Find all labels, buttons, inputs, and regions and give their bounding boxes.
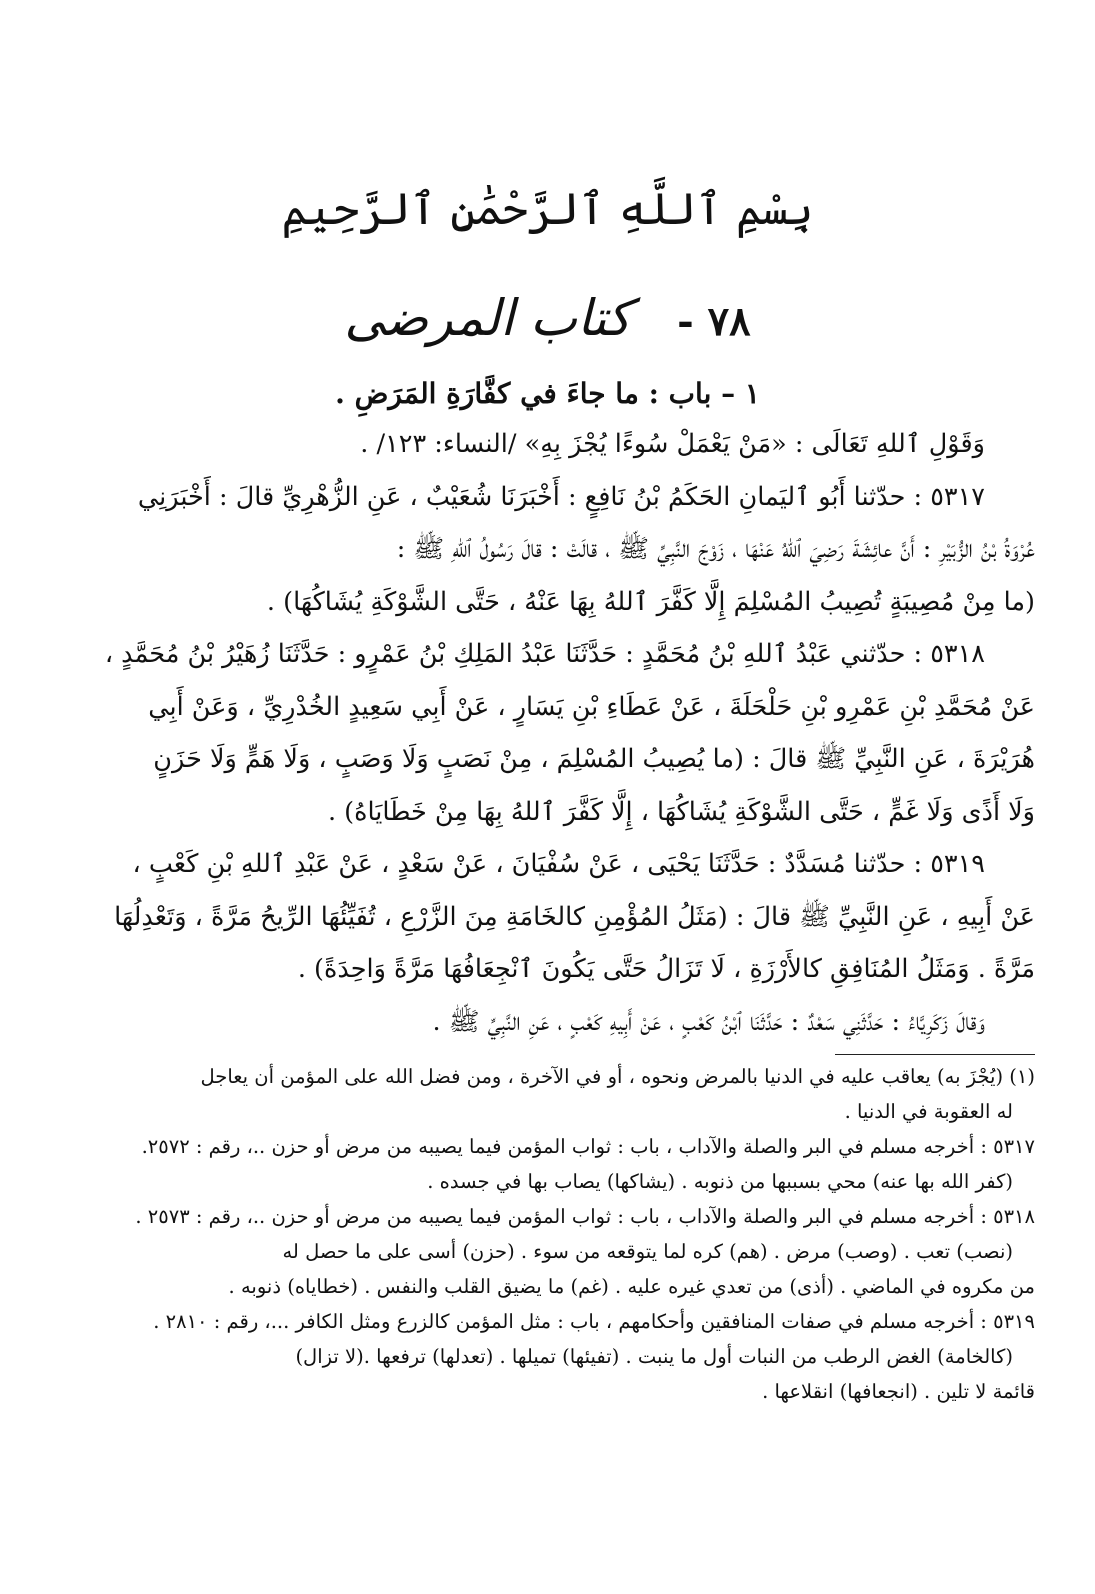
text-line: ٥٣١٩ : حدّثنا مُسَدَّدٌ : حَدَّثَنَا يَحْيَى ، عَنْ سُفْيَانَ ، عَنْ سَعْدٍ ، عَنْ عَبْدِ ٱللهِ بْنِ كَعْبٍ ، [132,849,985,879]
footnote-line: قائمة لا تلين . (انجعافها) انقلاعها . [762,1380,1035,1403]
text-line: عَنْ مُحَمَّدِ بْنِ عَمْرِو بْنِ حَلْحَلَةَ ، عَنْ عَطَاءِ بْنِ يَسَارٍ ، عَنْ أَبِي سَعِيدٍ الخُدْرِيِّ ، وَعَنْ أَبِي [148,691,1035,722]
text-line: وَلَا أَذًى وَلَا غَمٍّ ، حَتَّى الشَّوْكَةِ يُشَاكُهَا ، إِلَّا كَفَّرَ ٱللهُ بِهَا مِنْ خَطَايَاهُ) . [327,796,1035,827]
text-line: (ما مِنْ مُصِيبَةٍ تُصِيبُ المُسْلِمَ إِلَّا كَفَّرَ ٱللهُ بِهَا عَنْهُ ، حَتَّى الشَّوْكَةِ يُشَاكُهَا) . [266,586,1035,617]
text-line: ٥٣١٧ : حدّثنا أَبُو ٱليَمانِ الحَكَمُ بْنُ نَافِعٍ : أَخْبَرَنَا شُعَيْبٌ ، عَنِ الزُّهْرِيِّ قالَ : أَخْبَرَنِي [137,481,985,512]
text-line: وَقَوْلِ ٱللهِ تَعَالَى : «مَنْ يَعْمَلْ سُوءًا يُجْزَ بِهِ» /النساء: ١٢٣/ . [360,429,985,459]
text-line: مَرَّةً . وَمَثَلُ المُنَافِقِ كالأَرْزَةِ ، لَا تَزَالُ حَتَّى يَكُونَ ٱنْجِعَافُهَا مَرَّةً وَاحِدَةً) . [297,954,1035,984]
footnote-divider [835,1054,1035,1055]
footnote-line: (١) (يُجْزَ به) يعاقب عليه في الدنيا بالمرض ونحوه ، أو في الآخرة ، ومن فضل الله على المؤمن أن يعاجل [200,1065,1035,1088]
footnote-line: (نصب) تعب . (وصب) مرض . (هم) كره لما يتوقعه من سوء . (حزن) أسى على ما حصل له [282,1240,1013,1263]
text-line: وَقالَ زَكَرِيَّاءُ : حَدَّثَنِي سَعْدٌ : حَدَّثَنَا ٱبْنُ كَعْبٍ ، عَنْ أَبِيهِ كَعْبٍ ، عَنِ النَّبِيِّ ﷺ . [432,1006,985,1037]
footnotes [60,1059,1035,1409]
text-line: هُرَيْرَةَ ، عَنِ النَّبِيِّ ﷺ قالَ : (ما يُصِيبُ المُسْلِمَ ، مِنْ نَصَبٍ وَلَا وَصَبٍ ، وَلَا هَمٍّ وَلَا حَزَنٍ [153,744,1035,774]
book-number: ٧٨ - [677,298,751,345]
footnote-line: ٥٣١٧ : أخرجه مسلم في البر والصلة والآداب ، باب : ثواب المؤمن فيما يصيبه من مرض أو حزن ..، رقم : ٢٥٧٢. [141,1135,1035,1158]
footnote-line: ٥٣١٩ : أخرجه مسلم في صفات المنافقين وأحكامهم ، باب : مثل المؤمن كالزرع ومثل الكافر ...، رقم : ٢٨١٠ . [153,1310,1035,1333]
footnote-line: (كالخامة) الغض الرطب من النبات أول ما ينبت . (تفيئها) تميلها . (تعدلها) ترفعها .(لا تزال) [295,1345,1013,1368]
footnote-line: من مكروه في الماضي . (أذى) من تعدي غيره عليه . (غم) ما يضيق القلب والنفس . (خطاياه) ذنوبه . [228,1275,1035,1298]
chapter-heading: ١ – باب : ما جاءَ في كفَّارَةِ المَرَضِ . [335,377,760,410]
footnote-line: له العقوبة في الدنيا . [844,1100,1013,1123]
book-name: كتاب المرضى [344,289,632,347]
footnote-line: (كفر الله بها عنه) محي بسببها من ذنوبه . (يشاكها) يصاب بها في جسده . [427,1170,1013,1193]
hadith-text [60,418,1035,1048]
text-line: عُرْوَةُ بْنُ الزُّبَيْرِ : أَنَّ عائِشَةَ رَضِيَ ٱللهُ عَنْهَا ، زَوْجَ النَّبِيِّ ﷺ ، قالَتْ : قالَ رَسُولُ ٱللهِ ﷺ : [396,534,1035,564]
book-title [60,286,1035,350]
footnote-line: ٥٣١٨ : أخرجه مسلم في البر والصلة والآداب ، باب : ثواب المؤمن فيما يصيبه من مرض أو حزن ..، رقم : ٢٥٧٣ . [135,1205,1035,1228]
text-line: ٥٣١٨ : حدّثني عَبْدُ ٱللهِ بْنُ مُحَمَّدٍ : حَدَّثَنَا عَبْدُ المَلِكِ بْنُ عَمْرٍو : حَدَّثَنَا زُهَيْرُ بْنُ مُحَمَّدٍ ، [104,639,985,669]
text-line: عَنْ أَبِيهِ ، عَنِ النَّبِيِّ ﷺ قالَ : (مَثَلُ المُؤْمِنِ كالخَامَةِ مِنَ الزَّرْعِ ، تُفَيِّئُهَا الرِّيحُ مَرَّةً ، وَتَعْدِلُهَا [114,901,1035,932]
basmala-calligraphy: بِسْمِ ٱللَّهِ ٱلرَّحْمَٰنِ ٱلرَّحِيمِ [281,184,814,235]
